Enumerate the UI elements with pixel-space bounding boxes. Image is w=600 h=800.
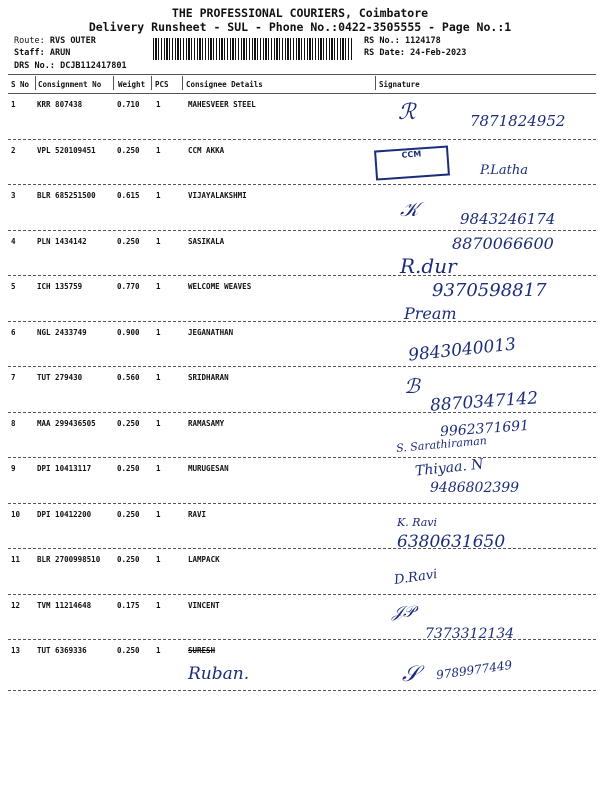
row-sno: 3 [11, 191, 16, 200]
row-weight: 0.560 [117, 373, 140, 382]
handwritten-phone-9: 9486802399 [430, 480, 520, 496]
handwritten-phone-10: 6380631650 [397, 532, 506, 552]
row-sno: 13 [11, 646, 21, 655]
company-stamp: CCM [374, 145, 450, 180]
col-signature: Signature [379, 80, 420, 89]
row-consignment: VPL 520109451 [37, 145, 96, 155]
row-sno: 6 [11, 327, 16, 337]
runsheet-subtitle: Delivery Runsheet - SUL - Phone No.:0422-3505555 - Page No.:1 [88, 20, 512, 34]
row-sno: 1 [11, 100, 16, 109]
row-sno: 2 [11, 145, 16, 155]
row-consignee: SURESH [188, 646, 216, 655]
signature-13-mark: 𝒮 [402, 662, 420, 687]
row-consignment: TVM 11214648 [37, 600, 92, 610]
handwritten-phone-12: 7373312134 [425, 626, 515, 642]
row-consignee: SRIDHARAN [188, 373, 229, 382]
row-consignee: RAMASAMY [188, 418, 225, 428]
row-pcs: 1 [156, 236, 161, 246]
signature-2: P.Latha [480, 163, 528, 178]
handwritten-phone-7: 8870347142 [429, 388, 539, 416]
bottom-rule [8, 690, 596, 691]
row-consignment: BLR 2700998510 [37, 555, 101, 564]
row-separator [8, 230, 596, 231]
company-name: THE PROFESSIONAL COURIERS, Coimbatore [171, 6, 429, 20]
handwritten-phone-5: 9370598817 [432, 280, 547, 301]
row-consignee: WELCOME WEAVES [188, 282, 252, 291]
handwritten-phone-13: 9789977449 [435, 657, 513, 683]
row-weight: 0.900 [117, 327, 140, 337]
row-consignee: JEGANATHAN [188, 327, 234, 337]
barcode [153, 38, 353, 60]
row-separator [8, 321, 596, 322]
row-sno: 5 [11, 282, 16, 291]
row-pcs: 1 [156, 555, 161, 564]
row-separator [8, 594, 596, 595]
signature-13: Ruban. [188, 664, 250, 684]
row-pcs: 1 [156, 100, 161, 109]
col-sno: S No [11, 80, 30, 89]
row-weight: 0.250 [117, 145, 140, 155]
row-pcs: 1 [156, 191, 161, 200]
row-consignee: VIJAYALAKSHMI [188, 191, 247, 200]
row-pcs: 1 [156, 145, 161, 155]
drs-value: DCJB112417801 [60, 61, 127, 71]
row-consignment: KRR 807438 [37, 100, 83, 109]
row-consignment: DPI 10413117 [37, 464, 92, 473]
row-weight: 0.615 [117, 191, 140, 200]
handwritten-phone-6: 9843040013 [407, 334, 517, 366]
table-header [8, 80, 593, 94]
header-bottom-rule [8, 93, 596, 94]
table-row [8, 506, 596, 550]
row-separator [8, 548, 596, 549]
handwritten-phone-3: 9843246174 [460, 210, 556, 228]
row-weight: 0.175 [117, 600, 140, 610]
row-separator [8, 412, 596, 413]
signature-12: 𝒥𝒫 [392, 602, 415, 621]
row-sno: 10 [11, 509, 21, 519]
handwritten-phone-1: 7871824952 [470, 112, 566, 130]
row-sno: 4 [11, 236, 16, 246]
row-pcs: 1 [156, 373, 161, 382]
row-consignee: VINCENT [188, 600, 220, 610]
signature-5: Pream [404, 304, 457, 323]
handwritten-phone-4: 8870066600 [452, 234, 554, 253]
header-top-rule [8, 74, 596, 75]
signature-1: ℛ [398, 100, 416, 125]
route-value: RVS OUTER [49, 36, 96, 46]
row-sno: 8 [11, 418, 16, 428]
row-sno: 9 [11, 464, 16, 473]
rs-no-line: RS No.: 1124178 [364, 36, 441, 46]
row-weight: 0.250 [117, 555, 140, 564]
row-weight: 0.250 [117, 236, 140, 246]
col-pcs: PCS [155, 80, 169, 89]
row-consignee: LAMPACK [188, 555, 220, 564]
row-consignee: MAHESVEER STEEL [188, 100, 256, 109]
row-consignee: RAVI [188, 509, 207, 519]
row-consignee: CCM AKKA [188, 145, 225, 155]
row-pcs: 1 [156, 464, 161, 473]
row-separator [8, 184, 596, 185]
staff-line: Staff: ARUN [14, 48, 71, 58]
signature-3: 𝒦 [400, 197, 419, 221]
row-pcs: 1 [156, 418, 161, 428]
row-consignment: BLR 685251500 [37, 191, 96, 200]
row-separator [8, 275, 596, 276]
row-pcs: 1 [156, 646, 161, 655]
staff-value: ARUN [49, 48, 71, 58]
row-weight: 0.710 [117, 100, 140, 109]
row-separator [8, 503, 596, 504]
row-consignment: TUT 279430 [37, 373, 83, 382]
row-consignee: MURUGESAN [188, 464, 229, 473]
row-sno: 11 [11, 555, 21, 564]
row-consignee: SASIKALA [188, 236, 225, 246]
row-consignment: NGL 2433749 [37, 327, 87, 337]
row-consignment: MAA 299436505 [37, 418, 96, 428]
col-consignee: Consignee Details [186, 80, 263, 89]
signature-4: R.dur [400, 254, 457, 278]
rs-no-value: 1124178 [404, 36, 441, 46]
row-separator [8, 457, 596, 458]
signature-11: D.Ravi [393, 567, 439, 588]
rs-date-line: RS Date: 24-Feb-2023 [364, 48, 467, 58]
col-weight: Weight [118, 80, 146, 89]
row-separator [8, 139, 596, 140]
row-weight: 0.770 [117, 282, 140, 291]
route-line: Route: RVS OUTER [14, 36, 96, 46]
row-consignment: TUT 6369336 [37, 646, 87, 655]
handwritten-phone-8: 9962371691 [439, 417, 530, 441]
row-pcs: 1 [156, 600, 161, 610]
row-weight: 0.250 [117, 509, 140, 519]
signature-8: S. Sarathiraman [395, 434, 488, 455]
col-consignment: Consignment No [38, 80, 102, 89]
row-consignment: DPI 10412200 [37, 509, 92, 519]
row-sno: 7 [11, 373, 16, 382]
row-weight: 0.250 [117, 464, 140, 473]
row-consignment: ICH 135759 [37, 282, 83, 291]
drs-line: DRS No.: DCJB112417801 [14, 61, 127, 71]
rs-date-value: 24-Feb-2023 [410, 48, 467, 58]
row-weight: 0.250 [117, 418, 140, 428]
row-weight: 0.250 [117, 646, 140, 655]
row-pcs: 1 [156, 327, 161, 337]
signature-7: ℬ [404, 374, 420, 398]
row-consignment: PLN 1434142 [37, 236, 87, 246]
page-title [0, 6, 600, 34]
row-pcs: 1 [156, 509, 161, 519]
row-separator [8, 366, 596, 367]
table-row [8, 551, 596, 595]
row-sno: 12 [11, 600, 21, 610]
signature-10: K. Ravi [397, 516, 438, 529]
row-pcs: 1 [156, 282, 161, 291]
signature-9: Thiyaa. N [414, 456, 485, 480]
